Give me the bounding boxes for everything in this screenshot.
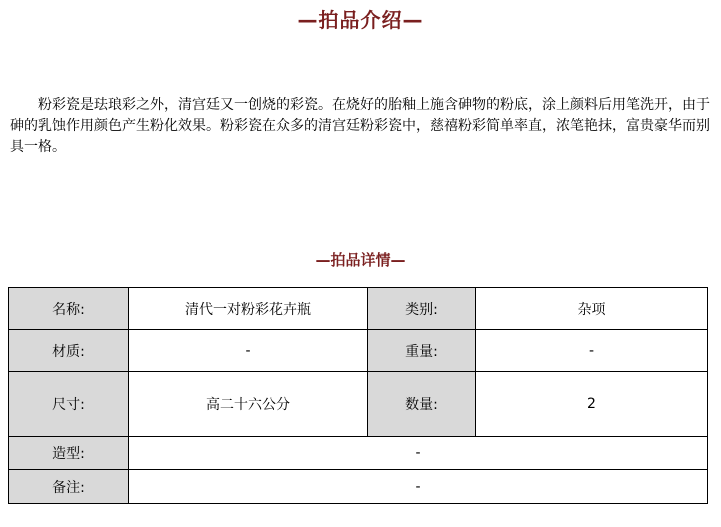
details-table xyxy=(8,287,708,504)
table-row xyxy=(9,288,708,330)
material-value: - xyxy=(129,330,368,372)
intro-paragraph: 粉彩瓷是珐琅彩之外，清宫廷又一创烧的彩瓷。在烧好的胎釉上施含砷物的粉底，涂上颜料后用笔洗开，由于砷的乳蚀作用颜色产生粉化效果。粉彩瓷在众多的清宫廷粉彩瓷中，慈禧粉彩简单率直，浓笔艳抹，富贵豪华而别具一格。 xyxy=(10,97,710,155)
weight-value: - xyxy=(476,330,708,372)
shape-value: - xyxy=(129,437,708,470)
name-value: 清代一对粉彩花卉瓶 xyxy=(129,288,368,330)
size-value: 高二十六公分 xyxy=(129,372,368,437)
page-title: —拍品介绍— xyxy=(297,8,424,32)
remark-label: 备注: xyxy=(9,470,129,504)
table-row xyxy=(9,372,708,437)
table-row xyxy=(9,330,708,372)
shape-label: 造型: xyxy=(9,437,129,470)
name-label: 名称: xyxy=(9,288,129,330)
weight-label: 重量: xyxy=(368,330,476,372)
size-label: 尺寸: xyxy=(9,372,129,437)
quantity-label: 数量: xyxy=(368,372,476,437)
details-heading: —拍品详情— xyxy=(315,251,406,269)
category-label: 类别: xyxy=(368,288,476,330)
category-value: 杂项 xyxy=(476,288,708,330)
remark-value: - xyxy=(129,470,708,504)
table-row xyxy=(9,470,708,504)
quantity-value: 2 xyxy=(476,372,708,437)
material-label: 材质: xyxy=(9,330,129,372)
table-row xyxy=(9,437,708,470)
